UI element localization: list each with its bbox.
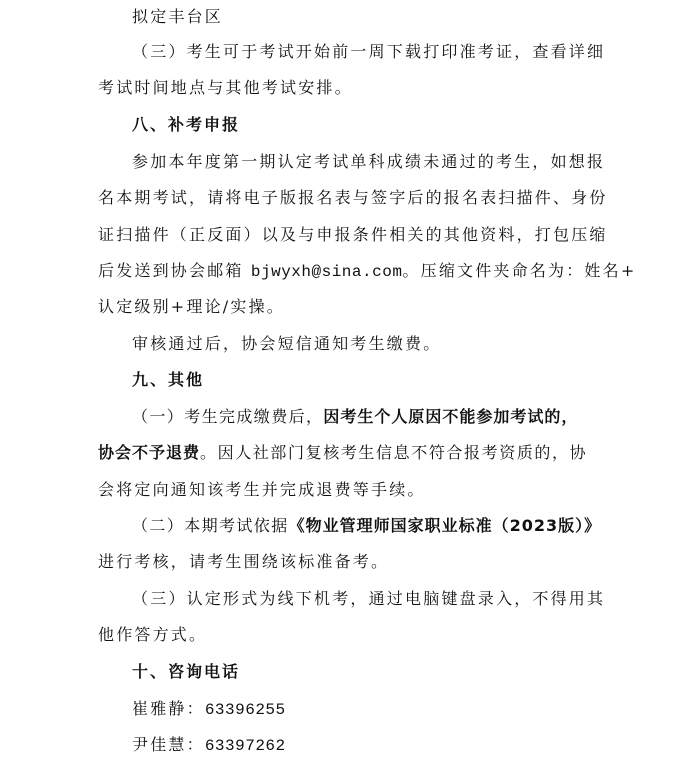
item2-prefix: （二）本期考试依据	[132, 516, 289, 535]
item1-bold-clause: 因考生个人原因不能参加考试的，	[323, 407, 579, 426]
section-8-para1-line-1: 参加本年度第一期认定考试单科成绩未通过的考生，如想报	[132, 152, 606, 171]
section-9-heading: 九、其他	[132, 370, 205, 389]
email-prefix: 后发送到协会邮箱	[98, 261, 251, 280]
contact-row	[132, 733, 286, 757]
item1-no-refund: 协会不予退费	[98, 443, 201, 462]
item1-line2-rest: 。因人社部门复核考生信息不符合报考资质的，协	[200, 443, 588, 462]
admission-ticket-line-1: （三）考生可于考试开始前一周下载打印准考证，查看详细	[132, 42, 606, 61]
item1-prefix: （一）考生完成缴费后，	[132, 407, 324, 426]
continuation-line: 拟定丰台区	[132, 7, 224, 26]
section-8-para1-line-5: 认定级别+理论/实操。	[98, 297, 285, 316]
section-8-para2: 审核通过后，协会短信通知考生缴费。	[132, 334, 442, 353]
section-8-para1-line-4	[98, 259, 636, 283]
section-8-para1-line-2: 名本期考试，请将电子版报名表与签字后的报名表扫描件、身份	[98, 188, 608, 207]
section-9-item1-line-2	[98, 441, 587, 465]
contact-phone: 63396255	[204, 701, 286, 719]
section-9-item2-line-2: 进行考核，请考生围绕该标准备考。	[98, 552, 390, 571]
item2-standard-title: 《物业管理师国家职业标准（2023版）》	[288, 516, 602, 535]
admission-ticket-line-2: 考试时间地点与其他考试安排。	[98, 78, 353, 97]
contact-name: 崔雅静：	[132, 699, 205, 718]
section-8-para1-line-3: 证扫描件（正反面）以及与申报条件相关的其他资料，打包压缩	[98, 225, 608, 244]
section-9-item3-line-1: （三）认定形式为线下机考，通过电脑键盘录入，不得用其	[132, 589, 606, 608]
email-suffix: 。压缩文件夹命名为：姓名+	[402, 261, 637, 280]
contact-phone: 63397262	[204, 737, 286, 755]
section-9-item1-line-3: 会将定向通知该考生并完成退费等手续。	[98, 480, 426, 499]
contact-row	[132, 697, 286, 721]
section-9-item2-line-1	[132, 514, 602, 538]
contact-name: 尹佳慧：	[132, 735, 205, 754]
section-9-item1-line-1	[132, 405, 584, 429]
section-10-heading: 十、咨询电话	[132, 662, 241, 681]
section-8-heading: 八、补考申报	[132, 115, 241, 134]
email-address: bjwyxh@sina.com	[250, 263, 403, 281]
section-9-item3-line-2: 他作答方式。	[98, 625, 208, 644]
